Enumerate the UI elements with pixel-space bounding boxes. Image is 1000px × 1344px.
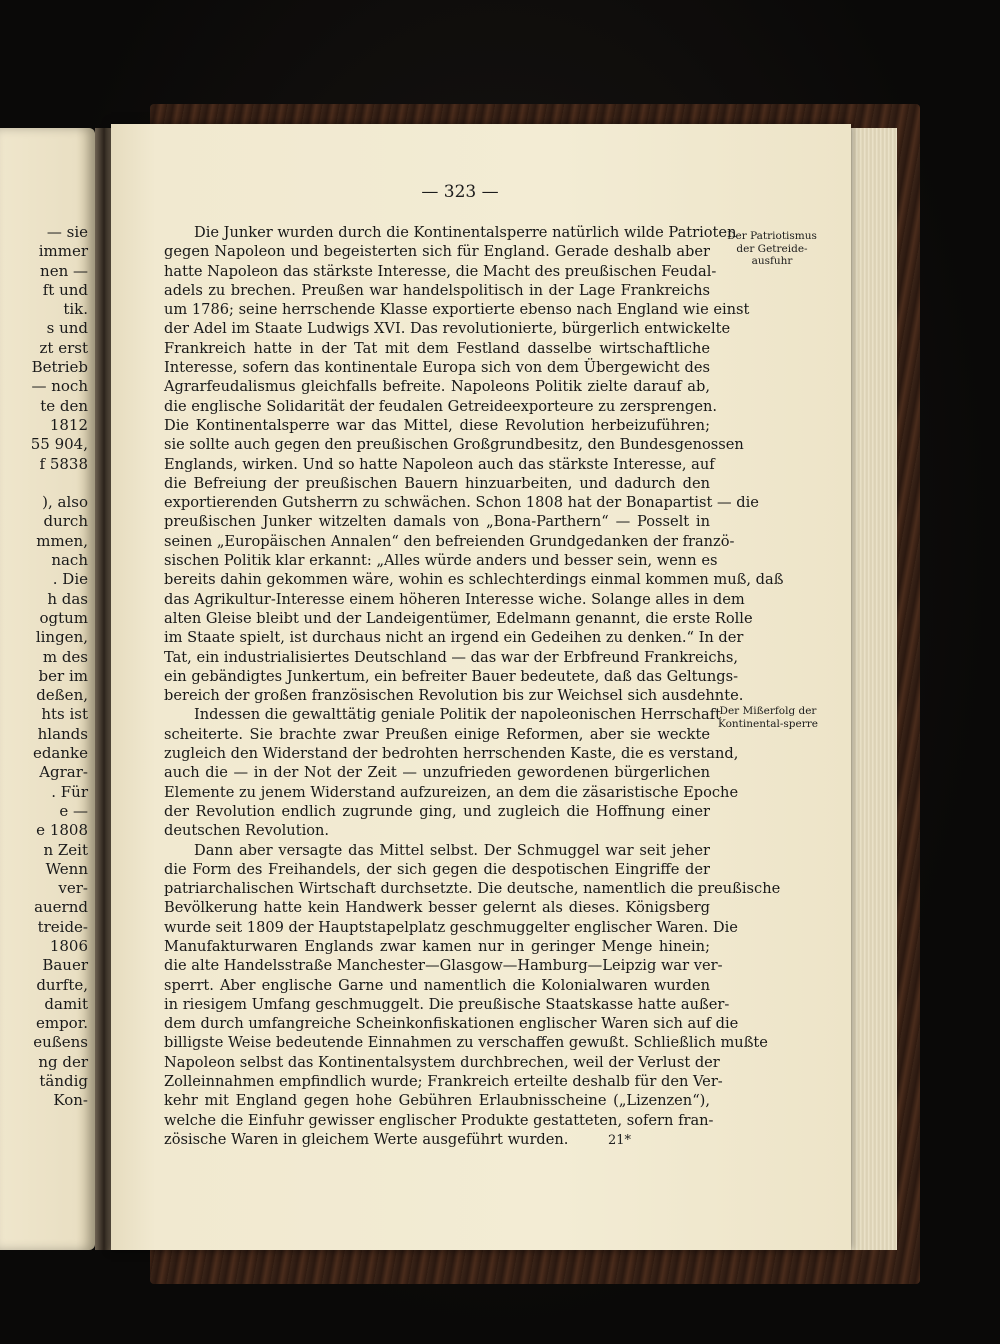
text-line: sperrt. Aber englische Garne und namentlich die Kolonialwaren wurden: [164, 976, 710, 994]
text-line: in riesigem Umfang geschmuggelt. Die preußische Staatskasse hatte außer-: [164, 995, 730, 1013]
left-page-line: lingen,: [35, 628, 88, 647]
left-page-line: 55 904,: [30, 435, 88, 454]
left-page-line: ), also: [42, 493, 88, 512]
text-line: um 1786; seine herrschende Klasse exportierte ebenso nach England wie einst: [164, 301, 750, 319]
left-page-line: e —: [59, 801, 88, 820]
left-page-line: treide-: [37, 917, 88, 936]
left-page-line: n Zeit: [43, 840, 88, 859]
left-page-line: — sie: [46, 223, 88, 241]
left-page-line: . Für: [51, 782, 88, 801]
text-line: patriarchalischen Wirtschaft durchsetzte. Die deutsche, namentlich die preußische: [164, 880, 781, 898]
text-line: das Agrikultur-Interesse einem höheren Interesse wiche. Solange alles in dem: [164, 590, 745, 608]
left-page-line: hlands: [37, 724, 88, 743]
text-line: zösische Waren in gleichem Werte ausgeführt wurden.: [164, 1130, 569, 1148]
text-line: Interesse, sofern das kontinentale Europa sich von dem Übergewicht des: [164, 359, 710, 377]
text-line: die Form des Freihandels, der sich gegen die despotischen Eingriffe der: [164, 860, 710, 878]
text-line: zugleich den Widerstand der bedrohten herrschenden Kaste, die es verstand,: [164, 745, 739, 763]
text-line: sischen Politik klar erkannt: „Alles würde anders und besser sein, wenn es: [164, 552, 718, 570]
text-line: hatte Napoleon das stärkste Interesse, die Macht des preußischen Feudal-: [164, 262, 717, 280]
text-line: auch die — in der Not der Zeit — unzufrieden gewordenen bürgerlichen: [164, 764, 710, 782]
text-line: preußischen Junker witzelten damals von „Bona-Parthern“ — Posselt in: [164, 513, 710, 531]
text-line: Zolleinnahmen empfindlich wurde; Frankreich erteilte deshalb für den Ver-: [164, 1073, 723, 1091]
text-line: sie sollte auch gegen den preußischen Großgrundbesitz, den Bundesgenossen: [164, 436, 744, 454]
left-page-line: tändig: [39, 1072, 88, 1091]
page-number: — 323 —: [421, 182, 499, 202]
left-page-line: Agrar-: [39, 763, 88, 782]
text-line: Elemente zu jenem Widerstand aufzureizen, an dem die zäsaristische Epoche: [164, 783, 739, 801]
text-line: die englische Solidarität der feudalen Getreideexporteure zu zersprengen.: [164, 397, 718, 415]
text-line: gegen Napoleon und begeisterten sich für England. Gerade deshalb aber: [164, 243, 710, 261]
text-line: seinen „Europäischen Annalen“ den befreienden Grundgedanken der franzö-: [164, 532, 735, 550]
left-page-line: ogtum: [39, 608, 88, 627]
left-page-line: nen —: [40, 261, 88, 280]
left-page-line: deßen,: [36, 686, 88, 705]
text-line: Englands, wirken. Und so hatte Napoleon auch das stärkste Interesse, auf: [164, 455, 715, 473]
marginal-note: Der Patriotismus der Getreide-ausfuhr: [727, 230, 817, 267]
text-line: alten Gleise bleibt und der Landeigentümer, Edelmann genannt, die erste Rolle: [164, 609, 753, 627]
text-line: Tat, ein industrialisiertes Deutschland — das war der Erbfreund Frankreichs,: [164, 648, 739, 666]
text-line: scheiterte. Sie brachte zwar Preußen einige Reformen, aber sie weckte: [164, 725, 710, 743]
text-line: bereits dahin gekommen wäre, wohin es schlechterdings einmal kommen muß, daß: [164, 571, 784, 589]
text-line: adels zu brechen. Preußen war handelspolitisch in der Lage Frankreichs: [164, 281, 710, 299]
text-line: Manufakturwaren Englands zwar kamen nur in geringer Menge hinein;: [164, 937, 710, 955]
text-line: welche die Einfuhr gewisser englischer Produkte gestatteten, sofern fran-: [164, 1111, 714, 1129]
text-line: Die Junker wurden durch die Kontinentalsperre natürlich wilde Patrioten: [194, 224, 737, 241]
text-line: Frankreich hatte in der Tat mit dem Festland dasselbe wirtschaftliche: [164, 339, 710, 357]
left-page-line: tik.: [63, 300, 88, 319]
left-page-line: zt erst: [39, 338, 88, 357]
marginal-note: Der Mißerfolg der Kontinental-sperre: [718, 705, 818, 730]
left-page-line: immer: [38, 242, 88, 261]
text-line: kehr mit England gegen hohe Gebühren Erlaubnisscheine („Lizenzen“),: [164, 1092, 710, 1110]
left-page-line: h das: [47, 589, 88, 608]
text-line: billigste Weise bedeutende Einnahmen zu verschaffen gewußt. Schließlich mußte: [164, 1034, 768, 1052]
left-page-line: durch: [43, 512, 88, 531]
left-page-line: mmen,: [36, 531, 88, 550]
left-page-line: Wenn: [45, 859, 88, 878]
left-page-line: e 1808: [36, 821, 88, 840]
text-line: Bevölkerung hatte kein Handwerk besser gelernt als dieses. Königsberg: [164, 899, 710, 917]
text-line: Napoleon selbst das Kontinentalsystem durchbrechen, weil der Verlust der: [164, 1053, 720, 1071]
left-page-line: Kon-: [53, 1091, 88, 1110]
left-page-line: Bauer: [42, 956, 88, 975]
left-page-line: durfte,: [36, 975, 88, 994]
text-line: Indessen die gewalttätig geniale Politik der napoleonischen Herrschaft: [194, 706, 721, 724]
text-line: deutschen Revolution.: [164, 822, 330, 840]
left-page-line: damit: [44, 994, 88, 1013]
left-page-line: — noch: [31, 377, 88, 396]
text-line: Die Kontinentalsperre war das Mittel, diese Revolution herbeizuführen;: [164, 416, 710, 434]
left-page-line: hts ist: [41, 705, 88, 724]
text-line: der Revolution endlich zugrunde ging, und zugleich die Hoffnung einer: [164, 802, 710, 820]
left-page-line: te den: [40, 396, 88, 415]
left-page-line: Betrieb: [31, 358, 88, 377]
text-line: ein gebändigtes Junkertum, ein befreiter Bauer bedeutete, daß das Geltungs-: [164, 667, 739, 685]
left-page-line: [0, 474, 92, 493]
left-page-line: auernd: [34, 898, 88, 917]
left-page-line: ber im: [38, 666, 88, 685]
text-line: Agrarfeudalismus gleichfalls befreite. Napoleons Politik zielte darauf ab,: [164, 378, 710, 396]
left-page-line: ver-: [58, 879, 88, 898]
text-line: der Adel im Staate Ludwigs XVI. Das revolutionierte, bürgerlich entwickelte: [164, 320, 731, 338]
text-line: die Befreiung der preußischen Bauern hinzuarbeiten, und dadurch den: [164, 474, 710, 492]
left-page-line: s und: [46, 319, 88, 338]
left-page-line: eußens: [33, 1033, 88, 1052]
left-page-line: m des: [42, 647, 88, 666]
left-page-text: [0, 223, 92, 1111]
left-page-line: nach: [51, 551, 88, 570]
text-line: dem durch umfangreiche Scheinkonfiskationen englischer Waren sich auf die: [164, 1015, 739, 1033]
text-line: im Staate spielt, ist durchaus nicht an irgend ein Gedeihen zu denken.“ In der: [164, 629, 744, 647]
left-page-line: 1812: [49, 415, 88, 434]
left-page-line: edanke: [32, 744, 88, 763]
signature-mark: 21*: [608, 1133, 632, 1148]
text-line: wurde seit 1809 der Hauptstapelplatz geschmuggelter englischer Waren. Die: [164, 918, 738, 936]
text-line: bereich der großen französischen Revolution bis zur Weichsel sich ausdehnte.: [164, 687, 744, 705]
left-page-line: ft und: [42, 280, 88, 299]
left-page-line: . Die: [52, 570, 88, 589]
left-page-line: f 5838: [39, 454, 88, 473]
left-page-line: ng der: [38, 1052, 88, 1071]
left-page-line: empor.: [35, 1014, 88, 1033]
text-line: die alte Handelsstraße Manchester—Glasgow—Hamburg—Leipzig war ver-: [164, 957, 723, 975]
left-page-line: 1806: [49, 936, 88, 955]
text-line: exportierenden Gutsherrn zu schwächen. Schon 1808 hat der Bonapartist — die: [164, 494, 759, 512]
page-edges: [849, 128, 897, 1250]
text-line: Dann aber versagte das Mittel selbst. Der Schmuggel war seit jeher: [194, 841, 710, 859]
